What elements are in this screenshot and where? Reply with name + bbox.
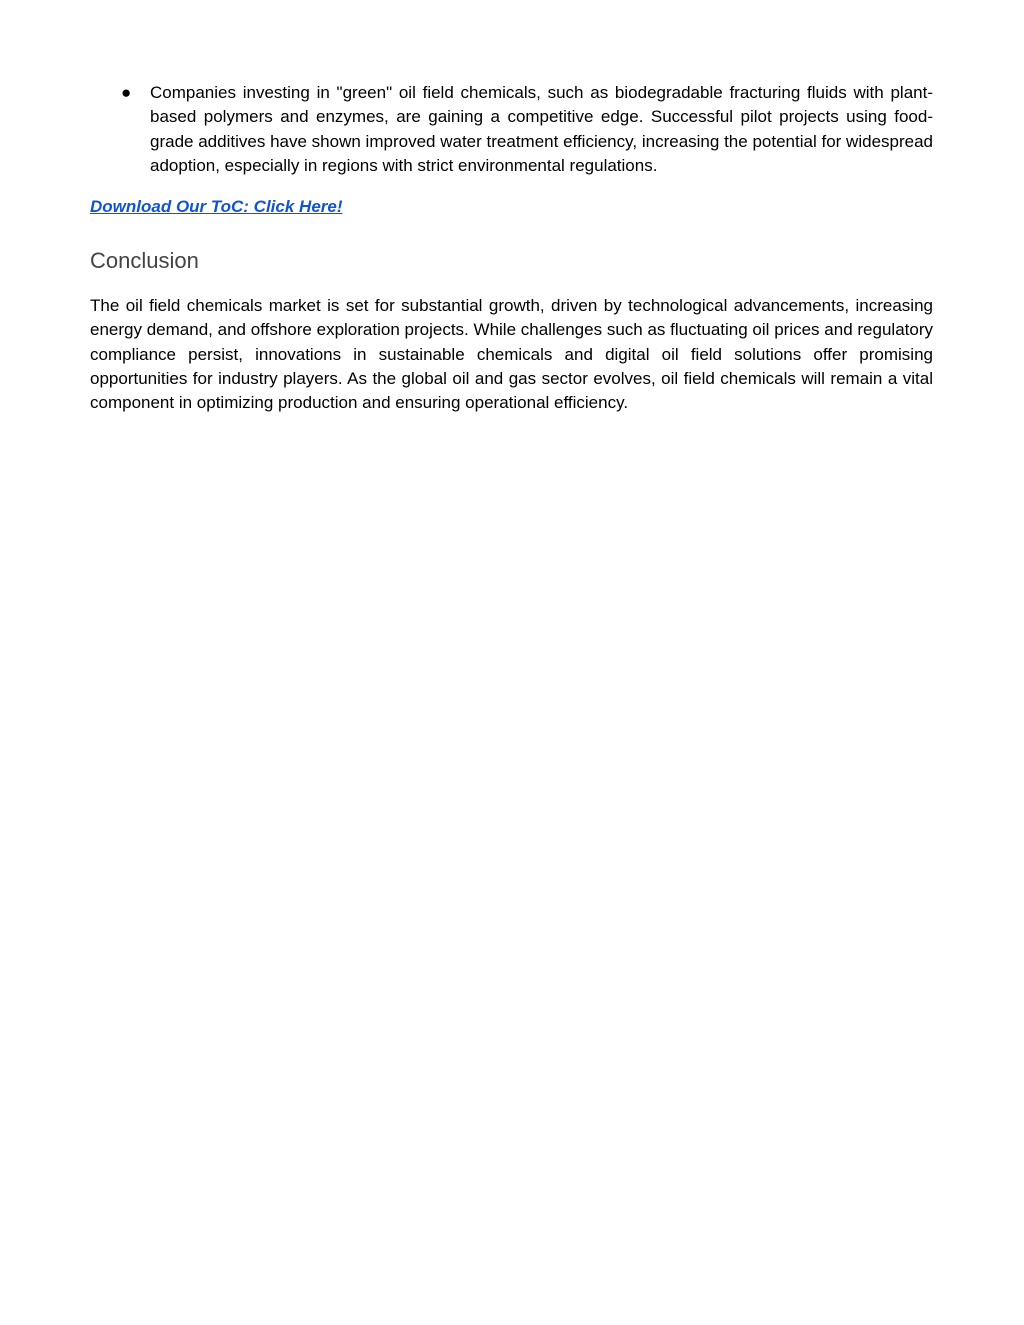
bullet-text: Companies investing in "green" oil field chemicals, such as biodegradable fracturing fluids with plant-based polymers and enzymes, are gaining a competitive edge. Successful pilot projects using food-grade additives have shown improved water treatment efficiency, increasing the potential for widespread adoption, especially in regions with strict environmental regulations.: [150, 83, 933, 175]
bullet-list: [90, 81, 933, 178]
list-item: [90, 81, 933, 178]
bullet-icon: ●: [121, 83, 132, 102]
section-heading-conclusion: Conclusion: [90, 248, 199, 273]
conclusion-paragraph: The oil field chemicals market is set for substantial growth, driven by technological advancements, increasing energy demand, and offshore exploration projects. While challenges such as fluctuating oil prices and regulatory compliance persist, innovations in sustainable chemicals and digital oil field solutions offer promising opportunities for industry players. As the global oil and gas sector evolves, oil field chemicals will remain a vital component in optimizing production and ensuring operational efficiency.: [90, 296, 933, 413]
download-toc-link[interactable]: Download Our ToC: Click Here!: [90, 197, 343, 216]
